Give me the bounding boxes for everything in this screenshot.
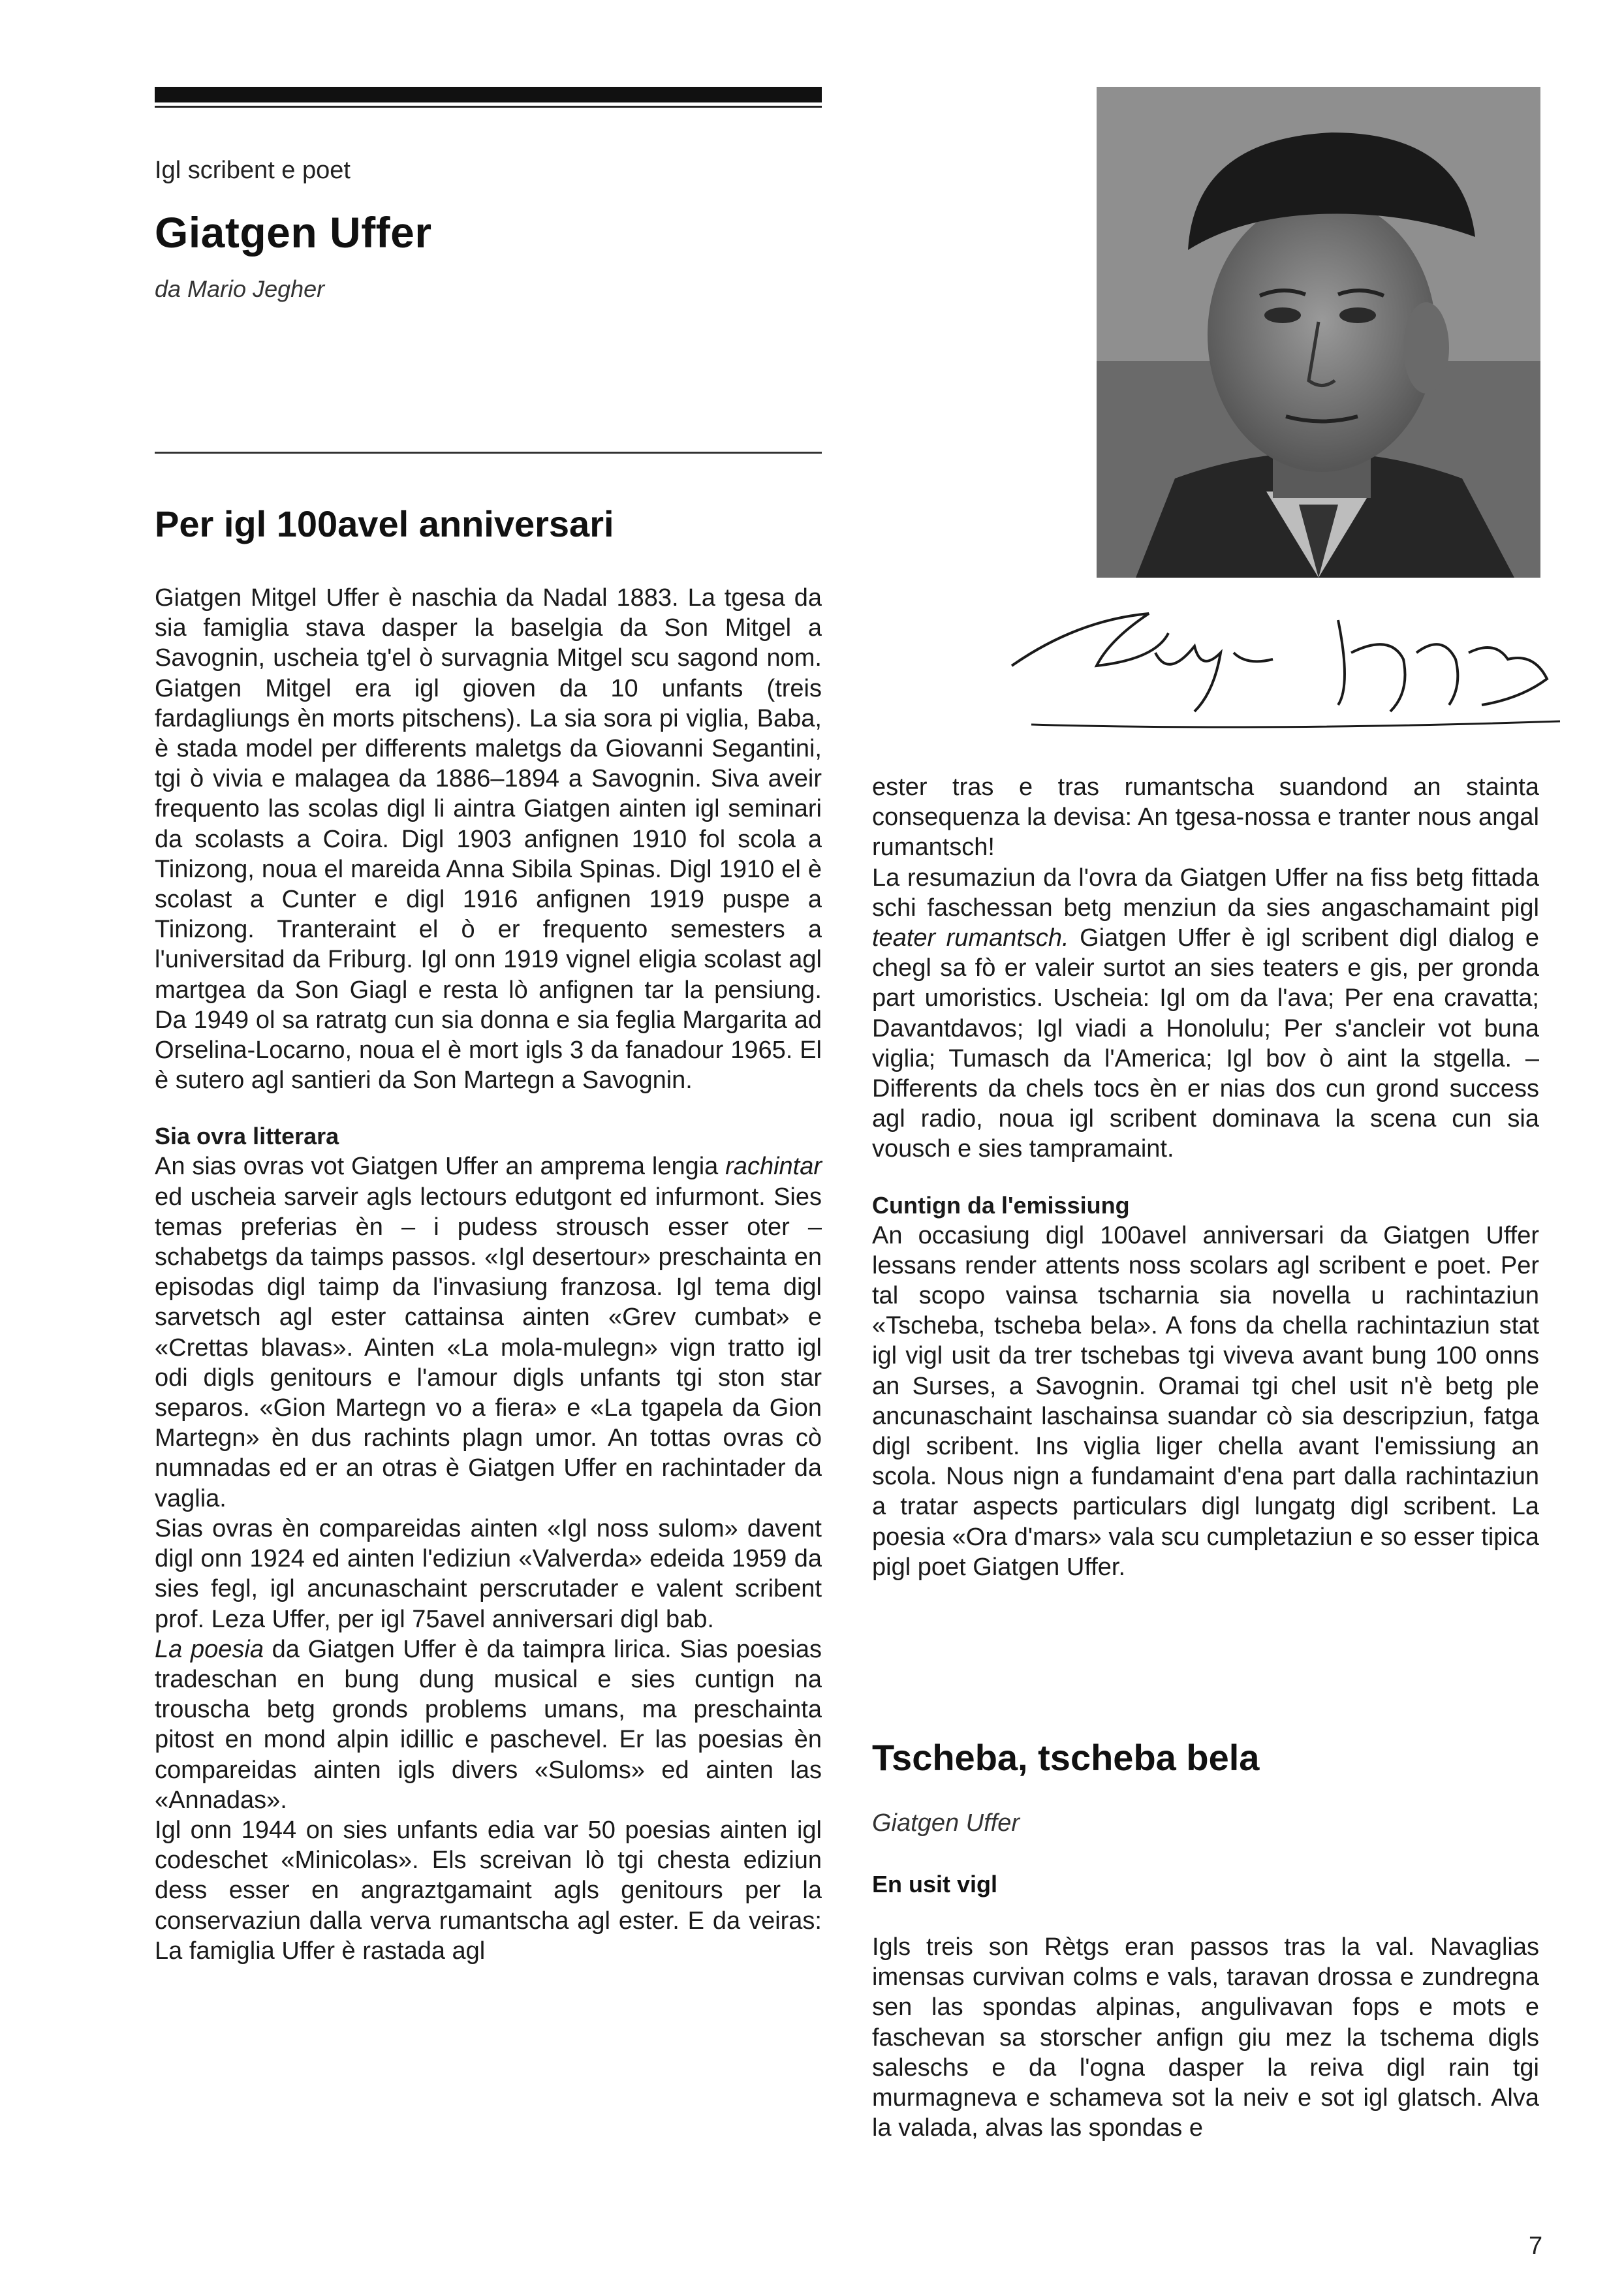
- left-column: [155, 583, 822, 1966]
- article-kicker: Igl scribent e poet: [155, 157, 351, 184]
- portrait-illustration: [1097, 87, 1540, 578]
- biography-paragraph: Giatgen Mitgel Uffer è naschia da Nadal 1883. La tgesa da sia famiglia stava dasper la baselgia da Son Mitgel a Savognin, uscheia tg'el ò survagnia Mitgel scu sagond nom. Giatgen Mitgel era igl gioven da 10 unfants (treis fardagliungs èn morts pitschens). La sia sora pi viglia, Baba, è stada model per differents maletgs da Giovanni Segantini, tgi ò vivia e malagea da 1886–1894 a Savognin. Siva aveir frequento las scolas digl li aintra Giatgen ainten igl seminari da scolasts a Coira. Digl 1903 anfignen 1910 fol scola a Tinizong, noua el mareida Anna Sibila Spinas. Digl 1910 el è scolast a Cunter e digl 1916 anfignen 1919 puspe a Tinizong. Tranteraint el ò er frequento semesters a l'universitad da Friburg. Igl onn 1919 vignel eligia scolast agl martgea da Son Giagl e resta lò anfignen tar la pensiung. Da 1949 ol sa ratratg cun sia donna e sia feglia Margarita ad Orselina-Locarno, noua el è mort igls 3 da fanadour 1965. El è sutero agl santieri da Son Martegn a Savognin.: [155, 584, 822, 1095]
- header-rule-thin: [155, 106, 822, 108]
- story-body: [872, 1932, 1539, 2143]
- portrait-photo: [1097, 87, 1540, 578]
- page-number: 7: [1529, 2232, 1543, 2260]
- literary-paragraph-3: La poesia da Giatgen Uffer è da taimpra lirica. Sias poesias tradeschan en bung dung musical e sies cuntign na trouscha betg gronds problems umans, ma preschainta pitost en mond alpin idillic e paschevel. Er las poesias èn compareidas ainten igls divers «Suloms» ed ainten las «Annadas».: [155, 1635, 822, 1814]
- story-author: Giatgen Uffer: [872, 1809, 1020, 1837]
- story-title: Tscheba, tscheba bela: [872, 1737, 1260, 1778]
- right-paragraph-2: La resumaziun da l'ovra da Giatgen Uffer na fiss betg fittada schi faschessan betg menziun da sies angaschamaint pigl teater rumantsch. Giatgen Uffer è igl scribent digl dialog e chegl sa fò er valeir surtot an sies teaters e gis, per gronda part umoristics. Uscheia: Igl om da l'ava; Per ena cravatta; Davantdavos; Igl viadi a Honolulu; Per s'ancleir vot buna viglia; Tumasch da l'America; Igl bov ò aint la stgella. – Differents da chels tocs èn er nias dos cun grond success agl radio, noua igl scribent dominava la scena cun sia vousch e sies tampramaint.: [872, 864, 1540, 1163]
- subheading-literary-work: Sia ovra litterara: [155, 1123, 339, 1150]
- header-rule-thick: [155, 87, 822, 102]
- article-title: Giatgen Uffer: [155, 208, 432, 257]
- right-paragraph-3: An occasiung digl 100avel anniversari da Giatgen Uffer lessans render attents noss scolars agl scribent e poet. Per tal scopo vainsa tscharnia sia novella u rachintaziun «Tscheba, tscheba bela». A fons da chella rachintaziun stat igl vigl usit da trer tschebas tgi viveva avant bung 100 onns an Surses, a Savognin. Oramai tgi chel usit n'è betg ple ancunaschaint laschainsa suandar cò sia descripziun, fatga digl scribent. Ins viglia liger chella avant l'emissiung an scola. Nous nign a fundamaint d'ena part dalla rachintaziun a tratar aspects particulars digl lungatg digl scribent. La poesia «Ora d'mars» vala scu cumpletaziun e so esser tipica pigl poet Giatgen Uffer.: [872, 1221, 1539, 1581]
- right-paragraph-1: ester tras e tras rumantscha suandond an stainta consequenza la devisa: An tgesa-nossa e tranter nous angal rumantsch!: [872, 773, 1539, 862]
- signature-image: [999, 594, 1573, 744]
- right-column: [872, 772, 1539, 1582]
- section-heading-anniversary: Per igl 100avel anniversari: [155, 503, 614, 544]
- subheading-emission: Cuntign da l'emissiung: [872, 1191, 1130, 1219]
- story-subheading: En usit vigl: [872, 1871, 998, 1897]
- literary-paragraph-4: Igl onn 1944 on sies unfants edia var 50 poesias ainten igl codeschet «Minicolas». Els screivan lò tgi chesta ediziun dess esser en angraztgamaint agls genitours per la conservaziun dalla verva rumantscha agl ester. E da veiras: La famiglia Uffer è rastada agl: [155, 1816, 822, 1965]
- story-paragraph: Igls treis son Rètgs eran passos tras la val. Navaglias imensas curvivan colms e vals, taravan drossa e zundregna sen las spondas alpinas, angulivavan fops e mots e faschevan sa storscher anfign giu mez la tschema digls saleschs e da l'ogna dasper la reiva digl rain tgi murmagneva e schameva sot la neiv e sot igl glatsch. Alva la valada, alvas las spondas e: [872, 1933, 1539, 2142]
- signature-illustration: [999, 594, 1573, 744]
- literary-paragraph-2: Sias ovras èn compareidas ainten «Igl noss sulom» davent digl onn 1924 ed ainten l'ediziun «Valverda» edeida 1959 da sies fegl, igl ancunaschaint perscrutader e valent scribent prof. Leza Uffer, per igl 75avel anniversari digl bab.: [155, 1514, 822, 1633]
- section-divider: [155, 452, 822, 454]
- article-byline: da Mario Jegher: [155, 275, 325, 302]
- literary-paragraph-1: An sias ovras vot Giatgen Uffer an amprema lengia rachintar ed uscheia sarveir agls lectours edutgont ed infurmont. Sies temas preferias èn – i pudess strousch esser oter – schabetgs da taimps passos. «Igl desertour» preschainta en episodas digl taimp da l'invasiung franzosa. Igl tema digl sarvetsch agl ester cattainsa ainten «Grev cumbat» e «Crettas blavas». Ainten «La mola-mulegn» vign tratto igl odi digls genitours e l'amour digls unfants tgi ston star separos. «Gion Martegn vo a fiera» e «La tgapela da Gion Martegn» èn dus rachints plagn umor. An tottas ovras cò numnadas ed er an otras è Giatgen Uffer en rachintader da vaglia.: [155, 1153, 822, 1512]
